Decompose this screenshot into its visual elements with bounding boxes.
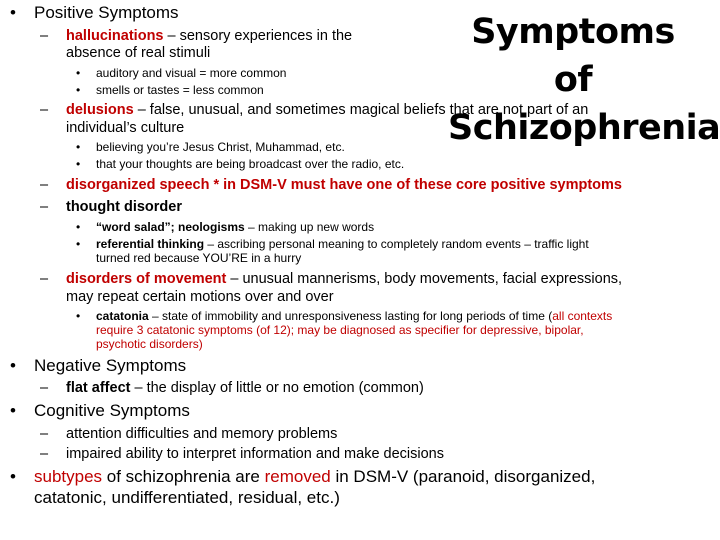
subtypes-text-1: of schizophrenia are [102, 467, 265, 486]
movement-term: disorders of movement [66, 271, 227, 287]
delusions-sub-2-text: that your thoughts are being broadcast over the radio, etc. [96, 157, 405, 171]
bullet-marker: • [76, 220, 81, 234]
flat-affect-item [40, 379, 424, 397]
catatonia-text: – state of immobility and unresponsiveness lasting for long periods of time ( [148, 309, 553, 323]
referential-item [76, 237, 589, 251]
dash-marker: – [40, 380, 49, 396]
dash-marker: – [40, 177, 49, 193]
bullet-marker: • [10, 356, 16, 375]
hallucinations-text-cont: absence of real stimuli [66, 45, 211, 61]
word-salad-text: – making up new words [244, 220, 375, 234]
negative-heading-text: Negative Symptoms [34, 356, 187, 375]
subtypes-text-2: in DSM-V (paranoid, disorganized, [330, 467, 596, 486]
catatonia-item [76, 309, 612, 323]
movement-text-cont: may repeat certain motions over and over [66, 289, 334, 305]
hallucinations-sub-1 [76, 66, 286, 80]
bullet-marker: • [76, 66, 81, 80]
hallucinations-item [40, 27, 352, 45]
referential-term: referential thinking [96, 237, 205, 251]
cognitive-item-1-text: attention difficulties and memory problems [66, 426, 338, 442]
movement-item [40, 270, 622, 288]
referential-text-cont: turned red because YOU’RE in a hurry [96, 251, 302, 265]
delusions-item [40, 101, 588, 119]
flat-affect-term: flat affect [66, 380, 131, 396]
dash-marker: – [40, 102, 49, 118]
thought-disorder-item [40, 198, 182, 216]
delusions-text-cont: individual’s culture [66, 120, 185, 136]
cognitive-item-2-text: impaired ability to interpret information and make decisions [66, 446, 444, 462]
catatonia-term: catatonia [96, 309, 149, 323]
delusions-term: delusions [66, 102, 134, 118]
title-line-1: Symptoms of [471, 12, 675, 100]
referential-text: – ascribing personal meaning to completely random events – traffic light [204, 237, 589, 251]
bullet-marker: • [10, 3, 16, 22]
slide-title [448, 8, 720, 152]
subtypes-term: subtypes [34, 467, 103, 486]
delusions-sub-1 [76, 140, 345, 154]
bullet-marker: • [10, 401, 16, 420]
catatonia-note-b: require 3 catatonic symptoms (of 12); may be diagnosed as specifier for depressive, bipolar, [96, 323, 584, 337]
subtypes-text-cont: catatonic, undifferentiated, residual, etc.) [34, 488, 340, 507]
disorganized-speech-item [40, 176, 622, 194]
bullet-marker: • [76, 157, 81, 171]
bullet-marker: • [76, 140, 81, 154]
bullet-marker: • [76, 237, 81, 251]
bullet-marker: • [10, 467, 16, 486]
subtypes-removed: removed [264, 467, 331, 486]
hallucinations-sub-2-text: smells or tastes = less common [96, 83, 264, 97]
hallucinations-text: – sensory experiences in the [163, 28, 353, 44]
hallucinations-sub-1-text: auditory and visual = more common [96, 66, 287, 80]
movement-text: – unusual mannerisms, body movements, facial expressions, [226, 271, 623, 287]
flat-affect-text: – the display of little or no emotion (common) [130, 380, 424, 396]
bullet-marker: • [76, 83, 81, 97]
bullet-marker: • [76, 309, 81, 323]
negative-symptoms-heading [10, 356, 186, 376]
subtypes-item [10, 467, 595, 487]
disorganized-speech-text: disorganized speech * in DSM-V must have one of these core positive symptoms [66, 177, 622, 193]
thought-disorder-text: thought disorder [66, 199, 182, 215]
dash-marker: – [40, 28, 49, 44]
dash-marker: – [40, 199, 49, 215]
dash-marker: – [40, 426, 49, 442]
cognitive-item-2 [40, 445, 444, 463]
catatonia-note-a: all contexts [552, 309, 613, 323]
word-salad-item [76, 220, 374, 234]
dash-marker: – [40, 446, 49, 462]
hallucinations-sub-2 [76, 83, 264, 97]
dash-marker: – [40, 271, 49, 287]
cognitive-item-1 [40, 425, 337, 443]
positive-symptoms-heading [10, 3, 179, 23]
positive-heading-text: Positive Symptoms [34, 3, 179, 22]
catatonia-note-c: psychotic disorders) [96, 337, 203, 351]
cognitive-heading-text: Cognitive Symptoms [34, 401, 190, 420]
cognitive-symptoms-heading [10, 401, 190, 421]
delusions-sub-1-text: believing you’re Jesus Christ, Muhammad, etc. [96, 140, 345, 154]
delusions-sub-2 [76, 157, 404, 171]
word-salad-term: “word salad”; neologisms [96, 220, 245, 234]
hallucinations-term: hallucinations [66, 28, 164, 44]
title-line-2: Schizophrenia [448, 108, 720, 148]
delusions-text: – false, unusual, and sometimes magical beliefs that are not part of an [133, 102, 589, 118]
